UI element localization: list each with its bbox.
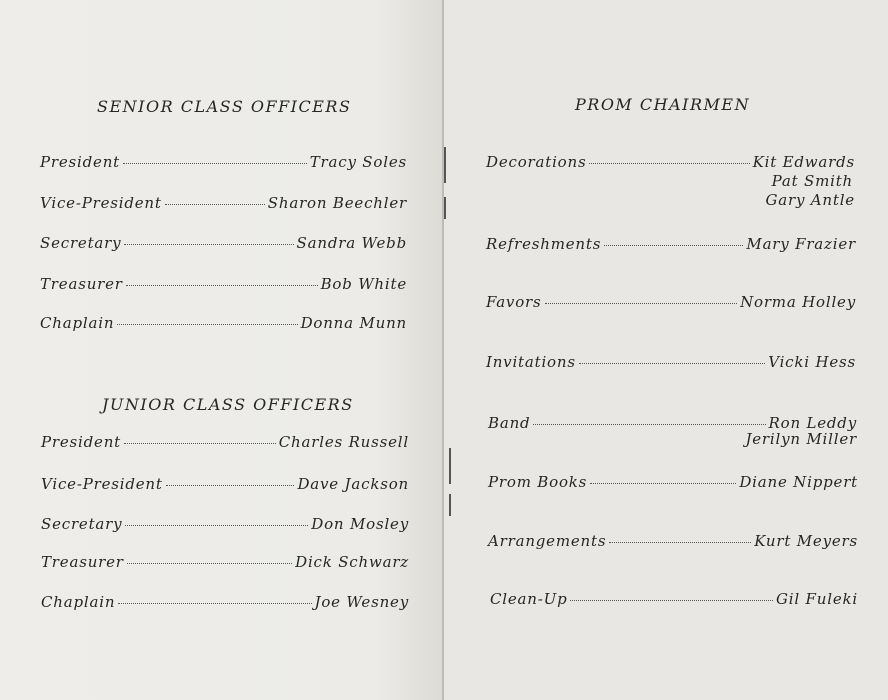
chairman-name: Kit Edwards — [752, 153, 855, 171]
dot-leader — [118, 603, 311, 604]
officer-name: Tracy Soles — [309, 153, 407, 171]
role-label: Refreshments — [486, 235, 602, 253]
dot-leader — [127, 563, 292, 564]
junior-officers-heading: JUNIOR CLASS OFFICERS — [102, 395, 354, 414]
dot-leader — [604, 245, 743, 246]
role-label: Secretary — [41, 515, 123, 533]
chairman-name-extra: Pat Smith — [771, 172, 853, 190]
role-label: Favors — [486, 293, 542, 311]
officer-name: Bob White — [320, 275, 407, 293]
role-label: Treasurer — [41, 553, 124, 571]
role-label: Vice-President — [41, 475, 163, 493]
prom-row-prom-books — [488, 473, 858, 491]
book-gutter — [442, 0, 444, 700]
role-label: Decorations — [486, 153, 587, 171]
dot-leader — [123, 163, 307, 164]
officer-name: Joe Wesney — [314, 593, 409, 611]
dot-leader — [124, 244, 293, 245]
junior-row-treasurer — [41, 553, 409, 571]
dot-leader — [545, 303, 738, 304]
junior-row-vice-president — [41, 475, 409, 493]
junior-row-president — [41, 433, 409, 451]
officer-name: Charles Russell — [278, 433, 409, 451]
role-label: President — [40, 153, 121, 171]
officer-name: Dick Schwarz — [295, 553, 409, 571]
role-label: Secretary — [40, 234, 122, 252]
dot-leader — [126, 285, 318, 286]
role-label: Prom Books — [488, 473, 588, 491]
senior-row-secretary — [40, 234, 407, 252]
dot-leader — [124, 443, 276, 444]
role-label: Arrangements — [488, 532, 607, 550]
chairman-name-extra: Gary Antle — [765, 191, 855, 209]
dot-leader — [590, 483, 736, 484]
role-label: Band — [488, 414, 531, 432]
prom-row-refreshments — [486, 235, 856, 253]
dot-leader — [117, 324, 297, 325]
chairman-name: Diane Nippert — [739, 473, 858, 491]
prom-row-clean-up — [490, 590, 858, 608]
role-label: Invitations — [486, 353, 576, 371]
officer-name: Donna Munn — [300, 314, 407, 332]
chairman-name: Kurt Meyers — [754, 532, 858, 550]
prom-row-decorations — [486, 153, 855, 171]
chairman-name: Vicki Hess — [768, 353, 856, 371]
dot-leader — [589, 163, 749, 164]
chairman-name: Mary Frazier — [746, 235, 856, 253]
junior-row-chaplain — [41, 593, 409, 611]
chairman-name: Gil Fuleki — [776, 590, 858, 608]
officer-name: Sharon Beechler — [267, 194, 407, 212]
role-label: Chaplain — [40, 314, 115, 332]
chairman-name: Norma Holley — [740, 293, 856, 311]
dot-leader — [125, 525, 308, 526]
dot-leader — [533, 424, 765, 425]
prom-row-favors — [486, 293, 856, 311]
senior-officers-heading: SENIOR CLASS OFFICERS — [97, 97, 352, 116]
chairman-name-extra: Jerilyn Miller — [745, 430, 857, 448]
senior-row-chaplain — [40, 314, 407, 332]
prom-row-arrangements — [488, 532, 858, 550]
staple — [444, 147, 446, 183]
officer-name: Dave Jackson — [297, 475, 409, 493]
chairman-name: Ron Leddy — [768, 414, 857, 432]
left-page — [0, 0, 443, 700]
dot-leader — [570, 600, 773, 601]
role-label: Clean-Up — [490, 590, 568, 608]
staple — [449, 494, 451, 516]
dot-leader — [609, 542, 751, 543]
prom-row-invitations — [486, 353, 856, 371]
junior-row-secretary — [41, 515, 409, 533]
role-label: Treasurer — [40, 275, 123, 293]
senior-row-treasurer — [40, 275, 407, 293]
dot-leader — [579, 363, 765, 364]
officer-name: Sandra Webb — [296, 234, 407, 252]
role-label: Vice-President — [40, 194, 162, 212]
role-label: Chaplain — [41, 593, 116, 611]
staple — [449, 448, 451, 484]
prom-chairmen-heading: PROM CHAIRMEN — [575, 95, 751, 114]
senior-row-vice-president — [40, 194, 407, 212]
staple — [444, 197, 446, 219]
dot-leader — [165, 204, 265, 205]
officer-name: Don Mosley — [311, 515, 409, 533]
role-label: President — [41, 433, 122, 451]
senior-row-president — [40, 153, 407, 171]
dot-leader — [166, 485, 295, 486]
